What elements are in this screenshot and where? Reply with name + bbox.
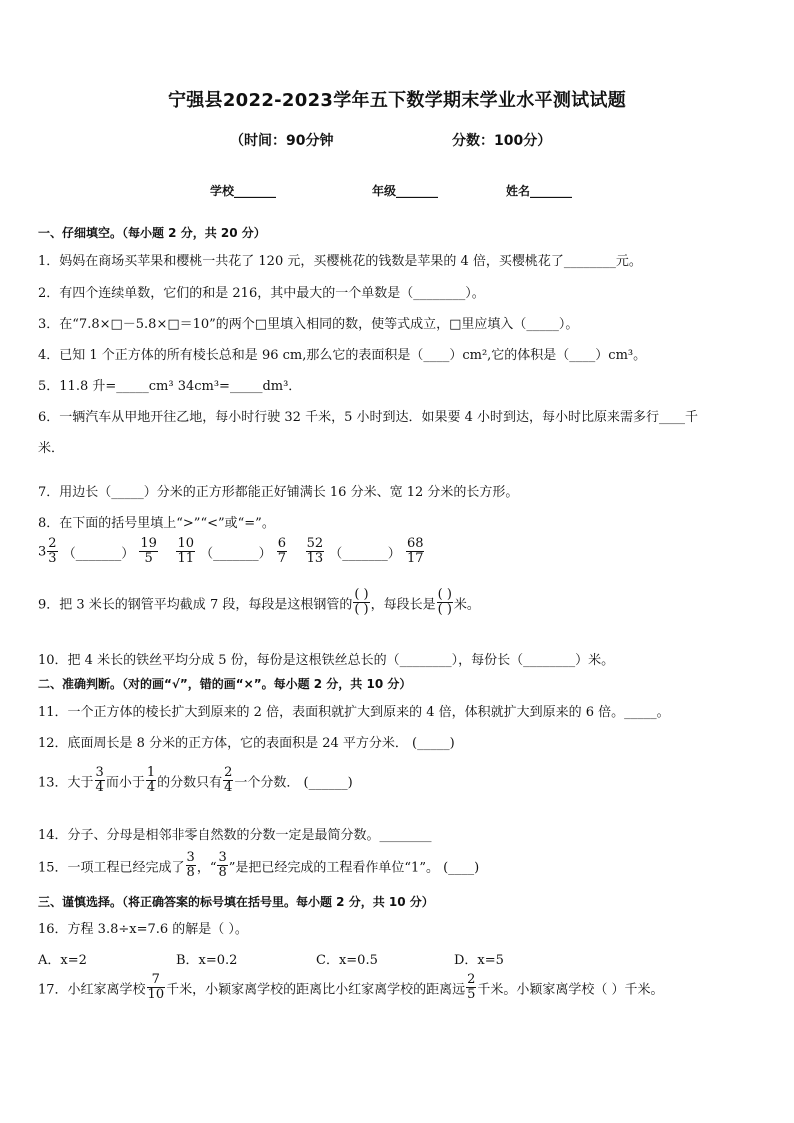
fraction: $\frac{3}{8}$	[186, 850, 195, 881]
question-6-line1: 6．一辆汽车从甲地开往乙地，每小时行驶 32 千米，5 小时到达．如果要 4 小时到达，每小时比原来需多行____千	[38, 410, 699, 425]
fraction: $\frac{52}{13}$	[306, 536, 324, 567]
question-11: 11．一个正方体的棱长扩大到原来的 2 倍，表面积就扩大到原来的 4 倍，体积就扩大到原来的 6 倍。_____。	[38, 705, 670, 720]
question-15: 15．一项工程已经完成了 $\frac{3}{8}$ ，“ $\frac{3}{8}$ ”是把已经完成的工程看作单位“1”。 (____)	[38, 850, 480, 881]
score-label: 分数：100分）	[452, 133, 552, 149]
question-6-line2: 米．	[38, 441, 65, 456]
fraction: $\frac{2}{5}$	[467, 972, 476, 1003]
question-16: 16．方程 3.8÷x=7.6 的解是（ ）。	[38, 922, 248, 937]
question-14: 14．分子、分母是相邻非零自然数的分数一定是最简分数。________	[38, 828, 432, 843]
fraction: $\frac{6}{7}$	[277, 536, 287, 567]
question-4: 4．已知 1 个正方体的所有棱长总和是 96 cm,那么它的表面积是（____）cm²,它的体积是（____）cm³。	[38, 348, 647, 363]
school-field: 学校_______	[210, 184, 277, 198]
fraction: $\frac{3}{4}$	[95, 765, 104, 796]
fraction: $\frac{2}{4}$	[224, 765, 233, 796]
time-label: （时间：90分钟	[230, 133, 334, 149]
question-8-comparisons	[38, 537, 425, 567]
mixed-number: 3 $\frac{2}{3}$	[38, 536, 57, 567]
fraction: $\frac{19}{5}$	[140, 536, 157, 567]
page-title: 宁强县2022-2023学年五下数学期末学业水平测试试题	[167, 90, 627, 111]
compare-blank: （_______）	[329, 546, 401, 562]
option-b: B．x=0.2	[176, 953, 238, 968]
compare-blank: （_______）	[62, 546, 135, 562]
fraction-blank: $\frac{( )}{( )}$	[437, 587, 452, 618]
question-13: 13．大于 $\frac{3}{4}$ 而小于 $\frac{1}{4}$ 的分数只有 $\frac{2}{4}$ 一个分数． (______)	[38, 765, 353, 796]
question-10: 10．把 4 米长的铁丝平均分成 5 份，每份是这根铁丝总长的（________），每份长（________）米。	[38, 653, 615, 668]
option-a: A．x=2	[38, 953, 87, 968]
question-5: 5．11.8 升=_____cm³ 34cm³=_____dm³．	[38, 379, 302, 394]
section-heading-1: 一、仔细填空。（每小题 2 分，共 20 分）	[38, 226, 266, 240]
option-c: C．x=0.5	[316, 953, 378, 968]
section-heading-3: 三、谨慎选择。（将正确答案的标号填在括号里。每小题 2 分，共 10 分）	[38, 895, 434, 909]
section-heading-2: 二、准确判断。（对的画“√”，错的画“×”。每小题 2 分，共 10 分）	[38, 677, 412, 691]
fraction: $\frac{7}{10}$	[147, 972, 165, 1003]
question-8: 8．在下面的括号里填上“>”“<”或“=”。	[38, 516, 275, 531]
question-17: 17．小红家离学校 $\frac{7}{10}$ 千米，小颖家离学校的距离比小红家离学校的距离远 $\frac{2}{5}$ 千米。小颖家离学校（ ）千米。	[38, 972, 664, 1003]
fraction: $\frac{1}{4}$	[146, 765, 156, 796]
question-1: 1．妈妈在商场买苹果和樱桃一共花了 120 元，买樱桃花的钱数是苹果的 4 倍，买樱桃花了________元。	[38, 254, 642, 269]
question-2: 2．有四个连续单数，它们的和是 216，其中最大的一个单数是（________）。	[38, 286, 485, 301]
fraction: $\frac{68}{17}$	[406, 536, 424, 567]
fraction: $\frac{2}{3}$	[48, 536, 57, 567]
fraction: $\frac{3}{8}$	[218, 850, 227, 881]
question-7: 7．用边长（_____）分米的正方形都能正好铺满长 16 分米、宽 12 分米的长方形。	[38, 485, 519, 500]
option-d: D．x=5	[454, 953, 504, 968]
question-9: 9．把 3 米长的钢管平均截成 7 段，每段是这根钢管的 $\frac{( )}{( )}$ ，每段长是 $\frac{( )}{( )}$ 米。	[38, 587, 480, 618]
compare-blank: （_______）	[200, 546, 272, 562]
name-field: 姓名_______	[506, 184, 573, 198]
grade-field: 年级_______	[372, 184, 439, 198]
question-3: 3．在“7.8×□－5.8×□＝10”的两个□里填入相同的数，使等式成立，□里应填入（_____）。	[38, 317, 579, 332]
question-12: 12．底面周长是 8 分米的正方体，它的表面积是 24 平方分米． (_____)	[38, 736, 455, 751]
fraction: $\frac{10}{11}$	[177, 536, 194, 567]
fraction-blank: $\frac{( )}{( )}$	[354, 587, 369, 618]
